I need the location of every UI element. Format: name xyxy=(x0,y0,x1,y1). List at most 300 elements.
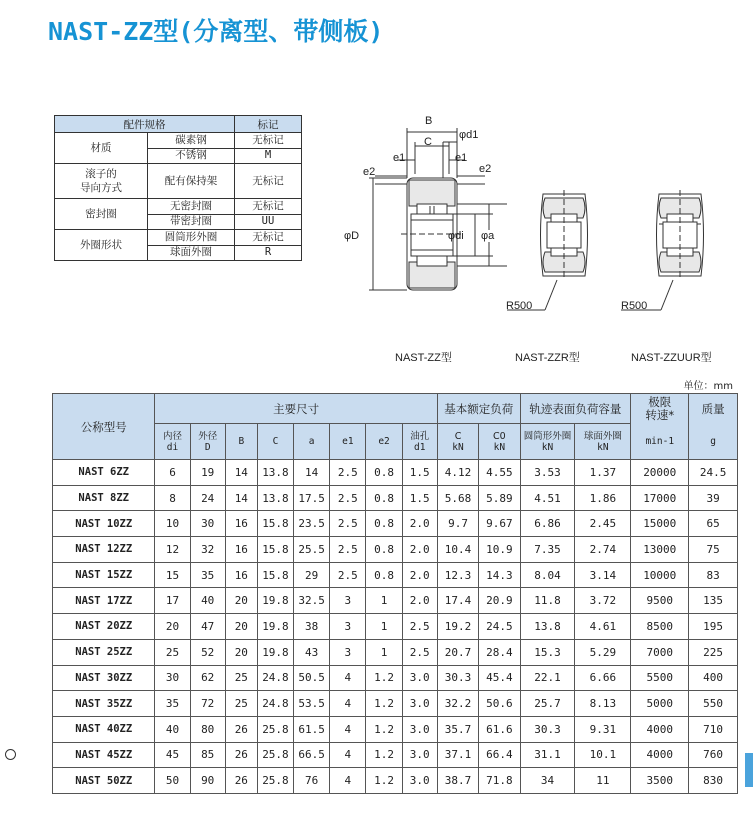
cell-value: 3.0 xyxy=(409,722,430,736)
header-speed: 极限 转速* xyxy=(631,394,689,424)
cell-value: 2.0 xyxy=(409,568,430,582)
table-row xyxy=(53,537,738,563)
model-cell xyxy=(53,614,155,640)
bearing-drawing-svg xyxy=(335,112,753,372)
value-cell xyxy=(520,716,575,742)
spec-mark: 无标记 xyxy=(235,164,302,199)
value-cell xyxy=(330,537,366,563)
value-cell xyxy=(330,485,366,511)
cell-value: 4 xyxy=(344,722,352,736)
cell-value: 53.5 xyxy=(298,697,325,711)
subheader-cell xyxy=(190,424,225,460)
cell-value: 45.4 xyxy=(486,671,513,685)
model-name: NAST 25ZZ xyxy=(75,646,133,659)
cell-value: 7000 xyxy=(646,645,673,659)
cell-value: 0.8 xyxy=(374,491,394,505)
spec-item: 碳素钢 xyxy=(148,133,235,149)
value-cell xyxy=(366,639,402,665)
cell-value: 19.8 xyxy=(262,594,289,608)
value-cell xyxy=(631,460,689,486)
cell-value: 16 xyxy=(234,517,248,531)
cell-value: 25.8 xyxy=(262,722,289,736)
cell-value: 3 xyxy=(344,645,352,659)
model-cell xyxy=(53,768,155,794)
value-cell xyxy=(257,691,293,717)
unit-label: 单位：mm xyxy=(683,381,733,392)
subheader-label: C0 xyxy=(493,430,506,442)
cell-value: 10 xyxy=(165,517,180,531)
value-cell xyxy=(479,537,520,563)
value-cell xyxy=(437,511,478,537)
spec-group-seal: 密封圈 xyxy=(55,199,148,230)
cell-value: 25.5 xyxy=(298,542,325,556)
value-cell xyxy=(225,614,257,640)
cell-value: 14 xyxy=(305,465,319,479)
table-row xyxy=(53,511,738,537)
value-cell xyxy=(190,639,225,665)
value-cell xyxy=(155,537,190,563)
value-cell xyxy=(190,588,225,614)
value-cell xyxy=(437,665,478,691)
cell-value: 0.8 xyxy=(374,568,394,582)
cell-value: 17.4 xyxy=(444,594,472,608)
value-cell xyxy=(479,639,520,665)
table-row xyxy=(53,588,738,614)
cell-value: 8.04 xyxy=(534,568,561,582)
value-cell xyxy=(479,562,520,588)
value-cell xyxy=(366,485,402,511)
value-cell xyxy=(575,485,631,511)
value-cell xyxy=(366,768,402,794)
value-cell xyxy=(330,742,366,768)
cell-value: 15.8 xyxy=(262,542,289,556)
model-cell xyxy=(53,562,155,588)
value-cell xyxy=(190,665,225,691)
value-cell xyxy=(155,742,190,768)
cell-value: 3.0 xyxy=(409,697,430,711)
subheader-cell xyxy=(479,424,520,460)
dim-e1-right-label: e1 xyxy=(455,152,468,164)
value-cell xyxy=(437,639,478,665)
value-cell xyxy=(402,511,437,537)
cell-value: 1 xyxy=(380,619,388,633)
cell-value: 35.7 xyxy=(444,722,472,736)
model-name: NAST 20ZZ xyxy=(75,620,133,633)
value-cell xyxy=(479,742,520,768)
dim-e2-right-label: e2 xyxy=(479,163,492,175)
value-cell xyxy=(225,691,257,717)
cell-value: 15.8 xyxy=(262,568,289,582)
cell-value: 10.9 xyxy=(486,542,513,556)
cell-value: 2.0 xyxy=(409,594,430,608)
cell-value: 5.29 xyxy=(589,645,617,659)
subheader-symbol: kN xyxy=(452,441,464,453)
cell-value: 2.5 xyxy=(337,491,358,505)
cell-value: 4000 xyxy=(646,748,673,762)
cell-value: 17000 xyxy=(643,491,677,505)
value-cell xyxy=(366,742,402,768)
value-cell xyxy=(402,537,437,563)
value-cell xyxy=(294,460,330,486)
value-cell xyxy=(330,716,366,742)
cell-value: 1.2 xyxy=(374,748,394,762)
cell-value: 710 xyxy=(703,722,724,736)
dim-e1-left-label: e1 xyxy=(393,152,406,164)
cell-value: 20 xyxy=(165,619,180,633)
cell-value: 11.8 xyxy=(534,594,561,608)
value-cell xyxy=(225,665,257,691)
cell-value: 61.6 xyxy=(486,722,513,736)
cell-value: 25.8 xyxy=(262,774,289,788)
value-cell xyxy=(631,614,689,640)
table-row xyxy=(53,614,738,640)
value-cell xyxy=(689,485,738,511)
cell-value: 50.6 xyxy=(486,697,513,711)
subheader-label: 球面外圈 xyxy=(583,430,622,442)
value-cell xyxy=(575,614,631,640)
cell-value: 15 xyxy=(165,568,180,582)
cell-value: 32.2 xyxy=(444,697,472,711)
spec-item: 圆筒形外圈 xyxy=(148,230,235,246)
cell-value: 90 xyxy=(201,774,215,788)
cell-value: 26 xyxy=(234,748,248,762)
header-main-dims: 主要尺寸 xyxy=(155,394,437,424)
value-cell xyxy=(402,614,437,640)
table-row xyxy=(53,742,738,768)
value-cell xyxy=(520,511,575,537)
table-row xyxy=(53,562,738,588)
cell-value: 85 xyxy=(201,748,215,762)
cell-value: 1.5 xyxy=(409,465,430,479)
value-cell xyxy=(631,691,689,717)
model-name: NAST 15ZZ xyxy=(75,569,133,582)
cell-value: 3 xyxy=(344,619,352,633)
model-name: NAST 8ZZ xyxy=(78,492,129,505)
value-cell xyxy=(520,562,575,588)
cell-value: 2.5 xyxy=(409,645,430,659)
value-cell xyxy=(257,716,293,742)
cell-value: 7.35 xyxy=(534,542,561,556)
cell-value: 3.14 xyxy=(589,568,617,582)
spec-mark: UU xyxy=(235,214,302,230)
cell-value: 30 xyxy=(165,671,180,685)
subheader-symbol: di xyxy=(166,441,179,453)
cell-value: 135 xyxy=(703,594,724,608)
cell-value: 30.3 xyxy=(444,671,472,685)
cell-value: 1.2 xyxy=(374,697,394,711)
value-cell xyxy=(402,716,437,742)
value-cell xyxy=(294,511,330,537)
value-cell xyxy=(155,460,190,486)
table-row xyxy=(53,639,738,665)
value-cell xyxy=(330,460,366,486)
cell-value: 1.2 xyxy=(374,671,394,685)
dim-e2-left-label: e2 xyxy=(363,166,376,178)
subheader-cell xyxy=(257,424,293,460)
cell-value: 8500 xyxy=(646,619,673,633)
value-cell xyxy=(330,614,366,640)
model-cell xyxy=(53,537,155,563)
cell-value: 2.5 xyxy=(337,517,358,531)
subheader-label: 油孔 xyxy=(410,430,430,442)
value-cell xyxy=(437,537,478,563)
cell-value: 0.8 xyxy=(374,517,394,531)
value-cell xyxy=(155,716,190,742)
model-cell xyxy=(53,588,155,614)
cell-value: 62 xyxy=(201,671,215,685)
value-cell xyxy=(366,691,402,717)
header-mass: 质量 xyxy=(689,394,738,424)
value-cell xyxy=(402,460,437,486)
model-name: NAST 6ZZ xyxy=(78,466,129,479)
spec-mark: M xyxy=(235,148,302,164)
cell-value: 225 xyxy=(703,645,724,659)
dim-D-label: φD xyxy=(344,230,360,242)
page-title: NAST-ZZ型(分离型、带侧板) xyxy=(48,17,384,46)
value-cell xyxy=(257,768,293,794)
cell-value: 39 xyxy=(706,491,720,505)
zzuur-view xyxy=(621,190,704,310)
cell-value: 4.61 xyxy=(589,619,617,633)
cell-value: 760 xyxy=(703,748,724,762)
value-cell xyxy=(402,768,437,794)
value-cell xyxy=(575,588,631,614)
cell-value: 17.5 xyxy=(298,491,325,505)
cell-value: 47 xyxy=(201,619,215,633)
value-cell xyxy=(257,460,293,486)
value-cell xyxy=(257,639,293,665)
cell-value: 40 xyxy=(165,722,180,736)
table-row xyxy=(53,665,738,691)
spec-head-mark: 标记 xyxy=(235,116,302,133)
cell-value: 12.3 xyxy=(444,568,472,582)
cell-value: 24 xyxy=(201,491,215,505)
value-cell xyxy=(437,460,478,486)
value-cell xyxy=(631,768,689,794)
cell-value: 4 xyxy=(344,671,352,685)
value-cell xyxy=(689,588,738,614)
cell-value: 83 xyxy=(706,568,720,582)
cell-value: 65 xyxy=(706,517,720,531)
cell-value: 5.68 xyxy=(444,491,472,505)
cell-value: 32 xyxy=(201,542,215,556)
value-cell xyxy=(294,485,330,511)
cell-value: 19.2 xyxy=(444,619,472,633)
value-cell xyxy=(575,562,631,588)
value-cell xyxy=(225,485,257,511)
value-cell xyxy=(520,537,575,563)
table-row xyxy=(53,716,738,742)
cell-value: 1.37 xyxy=(589,465,617,479)
cell-value: 13.8 xyxy=(534,619,561,633)
cell-value: 9.31 xyxy=(589,722,617,736)
subheader-symbol: g xyxy=(710,435,716,447)
main-section-view xyxy=(369,128,507,290)
cell-value: 550 xyxy=(703,697,724,711)
cell-value: 14 xyxy=(234,465,248,479)
cell-value: 17 xyxy=(165,594,180,608)
subheader-cell xyxy=(225,424,257,460)
table-row xyxy=(53,768,738,794)
value-cell xyxy=(479,485,520,511)
cell-value: 830 xyxy=(703,774,724,788)
value-cell xyxy=(575,691,631,717)
value-cell xyxy=(155,768,190,794)
value-cell xyxy=(366,537,402,563)
value-cell xyxy=(575,742,631,768)
spec-item: 带密封圈 xyxy=(148,214,235,230)
value-cell xyxy=(155,665,190,691)
cell-value: 3.0 xyxy=(409,671,430,685)
value-cell xyxy=(631,537,689,563)
value-cell xyxy=(402,742,437,768)
r500-label-zzr: R500 xyxy=(506,300,533,312)
cell-value: 5.89 xyxy=(486,491,513,505)
value-cell xyxy=(257,537,293,563)
cell-value: 20 xyxy=(234,645,248,659)
cell-value: 14 xyxy=(234,491,248,505)
value-cell xyxy=(437,716,478,742)
cell-value: 52 xyxy=(201,645,215,659)
dim-a-label: φa xyxy=(481,230,495,242)
value-cell xyxy=(225,639,257,665)
value-cell xyxy=(520,460,575,486)
cell-value: 11 xyxy=(596,774,610,788)
dim-di-label: φdi xyxy=(448,230,464,242)
value-cell xyxy=(366,562,402,588)
cell-value: 2.74 xyxy=(589,542,617,556)
cell-value: 1.5 xyxy=(409,491,430,505)
value-cell xyxy=(366,614,402,640)
cell-value: 16 xyxy=(234,542,248,556)
subheader-label: 内径 xyxy=(163,430,183,442)
value-cell xyxy=(402,665,437,691)
cell-value: 4000 xyxy=(646,722,673,736)
value-cell xyxy=(631,742,689,768)
cell-value: 3.53 xyxy=(534,465,561,479)
cell-value: 2.5 xyxy=(337,465,358,479)
cell-value: 35 xyxy=(201,568,215,582)
cell-value: 4 xyxy=(344,774,352,788)
value-cell xyxy=(294,614,330,640)
subheader-symbol: B xyxy=(238,436,245,447)
value-cell xyxy=(225,562,257,588)
value-cell xyxy=(294,768,330,794)
cell-value: 30.3 xyxy=(534,722,561,736)
cell-value: 20.9 xyxy=(486,594,513,608)
value-cell xyxy=(294,665,330,691)
model-name: NAST 17ZZ xyxy=(75,594,133,607)
cell-value: 5500 xyxy=(646,671,673,685)
bearing-drawings xyxy=(335,112,753,376)
value-cell xyxy=(575,460,631,486)
cell-value: 8.13 xyxy=(589,697,617,711)
spec-mark: 无标记 xyxy=(235,133,302,149)
cell-value: 24.5 xyxy=(699,465,727,479)
cell-value: 61.5 xyxy=(298,722,325,736)
value-cell xyxy=(631,562,689,588)
model-name: NAST 40ZZ xyxy=(75,723,133,736)
value-cell xyxy=(479,691,520,717)
subheader-label: C xyxy=(454,430,462,442)
cell-value: 13.8 xyxy=(262,491,289,505)
value-cell xyxy=(689,511,738,537)
value-cell xyxy=(190,691,225,717)
cell-value: 20.7 xyxy=(444,645,472,659)
value-cell xyxy=(190,614,225,640)
spec-item: 不锈钢 xyxy=(148,148,235,164)
model-cell xyxy=(53,485,155,511)
value-cell xyxy=(479,588,520,614)
cell-value: 10.4 xyxy=(444,542,472,556)
value-cell xyxy=(689,562,738,588)
cell-value: 22.1 xyxy=(534,671,561,685)
value-cell xyxy=(437,768,478,794)
value-cell xyxy=(402,485,437,511)
subheader-cell xyxy=(402,424,437,460)
value-cell xyxy=(225,742,257,768)
cell-value: 3.0 xyxy=(409,748,430,762)
cell-value: 25 xyxy=(234,697,248,711)
cell-value: 4.12 xyxy=(444,465,472,479)
cell-value: 6.66 xyxy=(589,671,617,685)
model-cell xyxy=(53,665,155,691)
value-cell xyxy=(520,691,575,717)
cell-value: 76 xyxy=(305,774,319,788)
cell-value: 66.5 xyxy=(298,748,325,762)
value-cell xyxy=(190,768,225,794)
cell-value: 19.8 xyxy=(262,645,289,659)
spec-item: 球面外圈 xyxy=(148,245,235,261)
value-cell xyxy=(437,742,478,768)
model-cell xyxy=(53,691,155,717)
value-cell xyxy=(330,768,366,794)
value-cell xyxy=(575,665,631,691)
value-cell xyxy=(402,691,437,717)
value-cell xyxy=(190,460,225,486)
value-cell xyxy=(257,614,293,640)
subheader-symbol: e1 xyxy=(342,436,354,447)
cell-value: 13.8 xyxy=(262,465,289,479)
subheader-cell xyxy=(575,424,631,460)
value-cell xyxy=(294,562,330,588)
dim-C-label: C xyxy=(424,136,432,148)
value-cell xyxy=(155,485,190,511)
value-cell xyxy=(366,460,402,486)
value-cell xyxy=(479,614,520,640)
table-row xyxy=(53,691,738,717)
value-cell xyxy=(190,485,225,511)
subheader-label: 外径 xyxy=(198,430,218,442)
cell-value: 6.86 xyxy=(534,517,561,531)
cell-value: 1.2 xyxy=(374,774,394,788)
cell-value: 26 xyxy=(234,774,248,788)
cell-value: 35 xyxy=(165,697,180,711)
cell-value: 2.5 xyxy=(337,542,358,556)
cell-value: 80 xyxy=(201,722,215,736)
value-cell xyxy=(402,588,437,614)
cell-value: 195 xyxy=(703,619,724,633)
value-cell xyxy=(330,562,366,588)
cell-value: 9.7 xyxy=(448,517,468,531)
cell-value: 3.72 xyxy=(589,594,617,608)
subheader-cell xyxy=(437,424,478,460)
value-cell xyxy=(366,511,402,537)
value-cell xyxy=(225,460,257,486)
cell-value: 24.8 xyxy=(262,697,289,711)
dimension-table xyxy=(52,393,738,794)
value-cell xyxy=(631,588,689,614)
